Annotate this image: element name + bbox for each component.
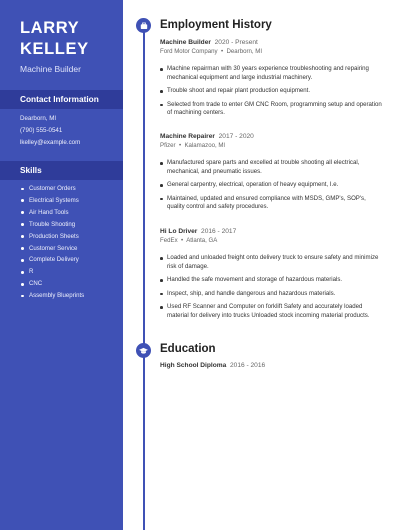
skill-item: Trouble Shooting <box>21 219 84 231</box>
job-location: Atlanta, GA <box>186 237 218 244</box>
job-bullets <box>160 65 385 118</box>
job-bullet: Handled the safe movement and storage of hazardous materials. <box>160 276 385 285</box>
skill-item: Customer Service <box>21 243 84 255</box>
first-name: LARRY <box>20 19 80 37</box>
contact-heading: Contact Information <box>0 90 123 109</box>
job-bullet: Machine repairman with 30 years experience troubleshooting and repairing mechanical equipment and large industrial machinery. <box>160 65 385 82</box>
skill-item: Air Hand Tools <box>21 207 84 219</box>
contact-info <box>20 113 80 149</box>
job-bullet: Manufactured spare parts and excelled at trouble shooting all electrical, mechanical, and pneumatic issues. <box>160 159 385 176</box>
contact-email[interactable]: lkelley@example.com <box>20 139 81 146</box>
job-bullet: Loaded and unloaded freight onto delivery truck to ensure safety and minimize risk of damage. <box>160 254 385 271</box>
contact-phone: (790) 555-0541 <box>20 127 63 134</box>
skill-item: Customer Orders <box>21 183 84 195</box>
job-entry: Machine Repairer 2017 - 2020 Pfizer • Kalamazoo, MI Manufactured spare parts and excelled at trouble shooting all electrical, mechanical, and pneumatic issues. General carpentry, electrical, operation of heavy equipment, I.e. Maintained, updated and ensured compliance with MSDS, GMP's, SOP's, quality control and safety procedures. <box>160 132 385 217</box>
job-bullet: Used RF Scanner and Computer on forklift Safety and accurately loaded material for delivery into trucks Unloaded stock incoming material products. <box>160 303 385 320</box>
skill-item: CNC <box>21 278 84 290</box>
candidate-role: Machine Builder <box>20 64 81 74</box>
job-entry: Hi Lo Driver 2016 - 2017 FedEx • Atlanta, GA Loaded and unloaded freight onto delivery truck to ensure safety and minimize risk of damage. Handled the safe movement and storage of hazardous materials. Inspect, ship, and handle dangerous and hazardous materials. Used RF Scanner and Computer on forklift Safety and accurately loaded material for delivery into trucks Unloaded stock incoming material products. <box>160 227 385 326</box>
job-entry: Machine Builder 2020 - Present Ford Motor Company • Dearborn, MI Machine repairman with 30 years experience troubleshooting and repairing mechanical equipment and large industrial machinery. Trouble shoot and repair plant production equipment. Selected from trade to enter GM CNC Room, programming setup and operation of machining centers. <box>160 38 385 123</box>
last-name: KELLEY <box>20 40 89 58</box>
education-dates: 2016 - 2016 <box>229 362 266 369</box>
job-dates: 2017 - 2020 <box>218 133 254 140</box>
job-bullet: Inspect, ship, and handle dangerous and hazardous materials. <box>160 290 385 299</box>
sidebar <box>0 0 123 530</box>
skills-list <box>21 183 84 302</box>
degree-title: High School Diploma <box>160 362 227 369</box>
job-company: FedEx <box>160 237 178 244</box>
job-bullet: Selected from trade to enter GM CNC Room, programming setup and operation of machining centers. <box>160 101 385 118</box>
skill-item: Complete Delivery <box>21 254 84 266</box>
job-bullets <box>160 159 385 212</box>
job-bullet: General carpentry, electrical, operation of heavy equipment, I.e. <box>160 181 385 190</box>
job-bullet: Maintained, updated and ensured compliance with MSDS, GMP's, SOP's, quality control and safety procedures. <box>160 195 385 212</box>
timeline-line <box>143 20 145 530</box>
skill-item: Assembly Blueprints <box>21 290 84 302</box>
job-title: Machine Builder <box>160 39 211 46</box>
skills-heading: Skills <box>0 161 123 180</box>
job-company: Pfizer <box>160 142 176 149</box>
employment-heading: Employment History <box>160 19 272 31</box>
job-location: Kalamazoo, MI <box>184 142 226 149</box>
education-entry <box>160 362 265 369</box>
skill-item: Production Sheets <box>21 231 84 243</box>
skill-item: Electrical Systems <box>21 195 84 207</box>
job-title: Machine Repairer <box>160 133 215 140</box>
candidate-name <box>20 18 89 60</box>
job-location: Dearborn, MI <box>226 48 263 55</box>
briefcase-icon <box>136 18 151 33</box>
graduation-cap-icon <box>136 343 151 358</box>
job-dates: 2016 - 2017 <box>201 228 237 235</box>
education-heading: Education <box>160 343 216 355</box>
job-company: Ford Motor Company <box>160 48 218 55</box>
job-dates: 2020 - Present <box>214 39 258 46</box>
skill-item: R <box>21 266 84 278</box>
job-title: Hi Lo Driver <box>160 228 198 235</box>
job-bullets <box>160 254 385 321</box>
contact-address: Dearborn, MI <box>20 115 57 122</box>
job-bullet: Trouble shoot and repair plant production equipment. <box>160 87 385 96</box>
